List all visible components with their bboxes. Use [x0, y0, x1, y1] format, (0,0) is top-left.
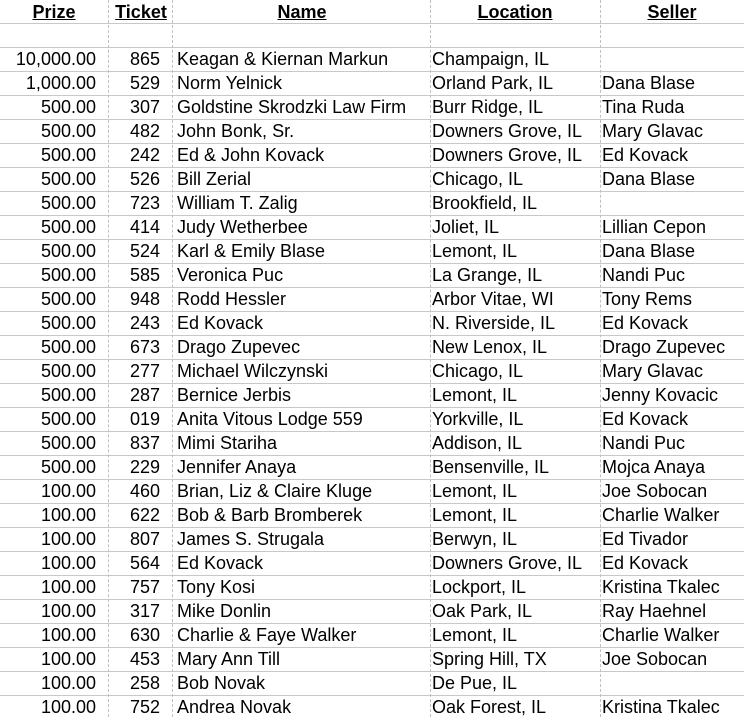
name-cell[interactable]: Mike Donlin — [177, 601, 272, 621]
name-cell[interactable]: Bob & Barb Bromberek — [177, 505, 363, 525]
ticket-cell[interactable]: 242 — [129, 145, 160, 165]
name-cell[interactable]: Michael Wilczynski — [177, 361, 329, 381]
ticket-cell[interactable]: 622 — [129, 505, 160, 525]
table-row — [0, 311, 744, 335]
seller-cell[interactable]: Charlie Walker — [602, 625, 720, 645]
table-row — [0, 71, 744, 95]
location-cell[interactable]: Berwyn, IL — [432, 529, 518, 549]
location-cell[interactable]: Orland Park, IL — [432, 73, 554, 93]
location-cell[interactable]: N. Riverside, IL — [432, 313, 556, 333]
seller-cell[interactable]: Kristina Tkalec — [602, 577, 720, 597]
location-cell[interactable]: Downers Grove, IL — [432, 145, 583, 165]
prize-cell[interactable]: 500.00 — [40, 457, 96, 477]
seller-cell[interactable]: Tony Rems — [602, 289, 693, 309]
ticket-cell[interactable]: 585 — [129, 265, 160, 285]
prize-cell[interactable]: 100.00 — [40, 625, 96, 645]
seller-cell[interactable]: Mojca Anaya — [602, 457, 706, 477]
prize-cell[interactable]: 500.00 — [40, 97, 96, 117]
seller-cell[interactable]: Drago Zupevec — [602, 337, 726, 357]
ticket-cell[interactable]: 630 — [129, 625, 160, 645]
seller-cell[interactable]: Dana Blase — [602, 241, 696, 261]
prize-cell[interactable]: 500.00 — [40, 289, 96, 309]
name-cell[interactable]: Bernice Jerbis — [177, 385, 292, 405]
ticket-cell[interactable]: 460 — [129, 481, 160, 501]
table-row — [0, 239, 744, 263]
table-row — [0, 479, 744, 503]
seller-cell[interactable]: Ed Kovack — [602, 145, 689, 165]
table-row — [0, 623, 744, 647]
prize-cell[interactable]: 500.00 — [40, 433, 96, 453]
table-row — [0, 167, 744, 191]
prize-cell[interactable]: 500.00 — [40, 169, 96, 189]
name-cell[interactable]: Mary Ann Till — [177, 649, 281, 669]
location-cell[interactable]: De Pue, IL — [432, 673, 518, 693]
ticket-cell[interactable]: 317 — [129, 601, 160, 621]
seller-cell[interactable]: Ed Kovack — [602, 409, 689, 429]
location-cell[interactable]: Chicago, IL — [432, 361, 524, 381]
seller-cell[interactable]: Kristina Tkalec — [602, 697, 720, 717]
location-cell[interactable]: Lockport, IL — [432, 577, 527, 597]
prize-cell[interactable]: 500.00 — [40, 361, 96, 381]
table-row — [0, 383, 744, 407]
ticket-cell[interactable]: 526 — [129, 169, 160, 189]
prize-cell[interactable]: 500.00 — [40, 193, 96, 213]
ticket-cell[interactable]: 453 — [129, 649, 160, 669]
table-row — [0, 263, 744, 287]
name-cell[interactable]: Jennifer Anaya — [177, 457, 297, 477]
location-cell[interactable]: Spring Hill, TX — [432, 649, 547, 669]
seller-cell[interactable] — [602, 47, 744, 71]
location-cell[interactable]: Lemont, IL — [432, 385, 518, 405]
location-cell[interactable]: Lemont, IL — [432, 241, 518, 261]
blank-row — [0, 24, 744, 48]
table-row — [0, 215, 744, 239]
header-seller[interactable]: Seller — [647, 2, 697, 22]
table-row — [0, 287, 744, 311]
prize-cell[interactable]: 100.00 — [40, 553, 96, 573]
name-cell[interactable]: Ed Kovack — [177, 553, 264, 573]
table-row — [0, 599, 744, 623]
ticket-cell[interactable]: 948 — [129, 289, 160, 309]
seller-cell[interactable]: Ed Kovack — [602, 313, 689, 333]
prize-cell[interactable]: 10,000.00 — [15, 49, 96, 69]
seller-cell[interactable]: Ed Kovack — [602, 553, 689, 573]
header-prize[interactable]: Prize — [32, 2, 76, 22]
ticket-cell[interactable]: 807 — [129, 529, 160, 549]
name-cell[interactable]: Anita Vitous Lodge 559 — [177, 409, 363, 429]
ticket-cell[interactable]: 524 — [129, 241, 160, 261]
prize-cell[interactable]: 100.00 — [40, 577, 96, 597]
prize-cell[interactable]: 100.00 — [40, 601, 96, 621]
ticket-cell[interactable]: 243 — [129, 313, 160, 333]
seller-cell[interactable]: Mary Glavac — [602, 361, 704, 381]
seller-cell[interactable] — [602, 671, 744, 695]
prize-cell[interactable]: 100.00 — [40, 673, 96, 693]
table-row — [0, 551, 744, 575]
prize-cell[interactable]: 100.00 — [40, 505, 96, 525]
table-row — [0, 335, 744, 359]
ticket-cell[interactable]: 865 — [129, 49, 160, 69]
ticket-cell[interactable]: 482 — [129, 121, 160, 141]
name-cell[interactable]: Tony Kosi — [177, 577, 256, 597]
name-cell[interactable]: Mimi Stariha — [177, 433, 278, 453]
prize-cell[interactable]: 100.00 — [40, 481, 96, 501]
table-row — [0, 431, 744, 455]
location-cell[interactable]: Burr Ridge, IL — [432, 97, 544, 117]
name-cell[interactable]: Andrea Novak — [177, 697, 292, 717]
seller-cell[interactable]: Nandi Puc — [602, 265, 686, 285]
prize-cell[interactable]: 100.00 — [40, 529, 96, 549]
location-cell[interactable]: Lemont, IL — [432, 481, 518, 501]
seller-cell[interactable]: Lillian Cepon — [602, 217, 707, 237]
name-cell[interactable]: James S. Strugala — [177, 529, 325, 549]
table-row — [0, 359, 744, 383]
seller-cell[interactable]: Ed Tivador — [602, 529, 689, 549]
prize-cell[interactable]: 500.00 — [40, 217, 96, 237]
prize-cell[interactable]: 100.00 — [40, 697, 96, 717]
prize-cell[interactable]: 500.00 — [40, 337, 96, 357]
name-cell[interactable]: Veronica Puc — [177, 265, 284, 285]
location-cell[interactable]: Addison, IL — [432, 433, 523, 453]
table-row — [0, 95, 744, 119]
ticket-cell[interactable]: 529 — [129, 73, 160, 93]
name-cell[interactable]: Goldstine Skrodzki Law Firm — [177, 97, 407, 117]
table-row — [0, 47, 744, 71]
location-cell[interactable]: Lemont, IL — [432, 505, 518, 525]
prize-cell[interactable]: 1,000.00 — [25, 73, 96, 93]
ticket-cell[interactable]: 723 — [129, 193, 160, 213]
name-cell[interactable]: Bob Novak — [177, 673, 266, 693]
header-row — [0, 0, 744, 24]
table-row — [0, 647, 744, 671]
name-cell[interactable]: William T. Zalig — [177, 193, 298, 213]
location-cell[interactable]: Chicago, IL — [432, 169, 524, 189]
ticket-cell[interactable]: 307 — [129, 97, 160, 117]
seller-cell[interactable]: Joe Sobocan — [602, 481, 708, 501]
name-cell[interactable]: Ed & John Kovack — [177, 145, 325, 165]
header-location[interactable]: Location — [477, 2, 553, 22]
prize-cell[interactable]: 100.00 — [40, 649, 96, 669]
name-cell[interactable]: Keagan & Kiernan Markun — [177, 49, 389, 69]
header-name[interactable]: Name — [277, 2, 327, 22]
ticket-cell[interactable]: 287 — [129, 385, 160, 405]
name-cell[interactable]: Brian, Liz & Claire Kluge — [177, 481, 373, 501]
table-row — [0, 407, 744, 431]
name-cell[interactable]: Bill Zerial — [177, 169, 252, 189]
name-cell[interactable]: Norm Yelnick — [177, 73, 283, 93]
location-cell[interactable]: Bensenville, IL — [432, 457, 550, 477]
location-cell[interactable]: Oak Park, IL — [432, 601, 533, 621]
seller-cell[interactable] — [602, 191, 744, 215]
table-row — [0, 575, 744, 599]
prize-cell[interactable]: 500.00 — [40, 121, 96, 141]
seller-cell[interactable]: Charlie Walker — [602, 505, 720, 525]
ticket-cell[interactable]: 277 — [129, 361, 160, 381]
name-cell[interactable]: Karl & Emily Blase — [177, 241, 326, 261]
seller-cell[interactable]: Joe Sobocan — [602, 649, 708, 669]
location-cell[interactable]: Lemont, IL — [432, 625, 518, 645]
ticket-cell[interactable]: 757 — [129, 577, 160, 597]
ticket-cell[interactable]: 837 — [129, 433, 160, 453]
location-cell[interactable]: Champaign, IL — [432, 49, 550, 69]
seller-cell[interactable]: Dana Blase — [602, 169, 696, 189]
seller-cell[interactable]: Tina Ruda — [602, 97, 685, 117]
prize-cell[interactable]: 500.00 — [40, 409, 96, 429]
name-cell[interactable]: John Bonk, Sr. — [177, 121, 295, 141]
header-ticket[interactable]: Ticket — [115, 2, 167, 22]
prize-cell[interactable]: 500.00 — [40, 241, 96, 261]
name-cell[interactable]: Judy Wetherbee — [177, 217, 308, 237]
ticket-cell[interactable]: 414 — [129, 217, 160, 237]
seller-cell[interactable]: Jenny Kovacic — [602, 385, 719, 405]
ticket-cell[interactable]: 258 — [129, 673, 160, 693]
location-cell[interactable]: Downers Grove, IL — [432, 121, 583, 141]
location-cell[interactable]: Yorkville, IL — [432, 409, 524, 429]
ticket-cell[interactable]: 673 — [129, 337, 160, 357]
table-row — [0, 671, 744, 695]
table-row — [0, 119, 744, 143]
ticket-cell[interactable]: 564 — [129, 553, 160, 573]
location-cell[interactable]: Joliet, IL — [432, 217, 500, 237]
location-cell[interactable]: Arbor Vitae, WI — [432, 289, 554, 309]
name-cell[interactable]: Charlie & Faye Walker — [177, 625, 357, 645]
table-row — [0, 695, 744, 719]
table-row — [0, 191, 744, 215]
seller-cell[interactable]: Dana Blase — [602, 73, 696, 93]
table-row — [0, 527, 744, 551]
location-cell[interactable]: Oak Forest, IL — [432, 697, 547, 717]
prize-cell[interactable]: 500.00 — [40, 385, 96, 405]
table-row — [0, 143, 744, 167]
name-cell[interactable]: Ed Kovack — [177, 313, 264, 333]
prize-cell[interactable]: 500.00 — [40, 145, 96, 165]
location-cell[interactable]: New Lenox, IL — [432, 337, 548, 357]
location-cell[interactable]: La Grange, IL — [432, 265, 543, 285]
prize-cell[interactable]: 500.00 — [40, 265, 96, 285]
ticket-cell[interactable]: 229 — [129, 457, 160, 477]
seller-cell[interactable]: Nandi Puc — [602, 433, 686, 453]
location-cell[interactable]: Downers Grove, IL — [432, 553, 583, 573]
seller-cell[interactable]: Ray Haehnel — [602, 601, 707, 621]
ticket-cell[interactable]: 019 — [129, 409, 160, 429]
seller-cell[interactable]: Mary Glavac — [602, 121, 704, 141]
prize-cell[interactable]: 500.00 — [40, 313, 96, 333]
table-row — [0, 503, 744, 527]
name-cell[interactable]: Rodd Hessler — [177, 289, 287, 309]
location-cell[interactable]: Brookfield, IL — [432, 193, 538, 213]
table-row — [0, 455, 744, 479]
ticket-cell[interactable]: 752 — [129, 697, 160, 717]
name-cell[interactable]: Drago Zupevec — [177, 337, 301, 357]
